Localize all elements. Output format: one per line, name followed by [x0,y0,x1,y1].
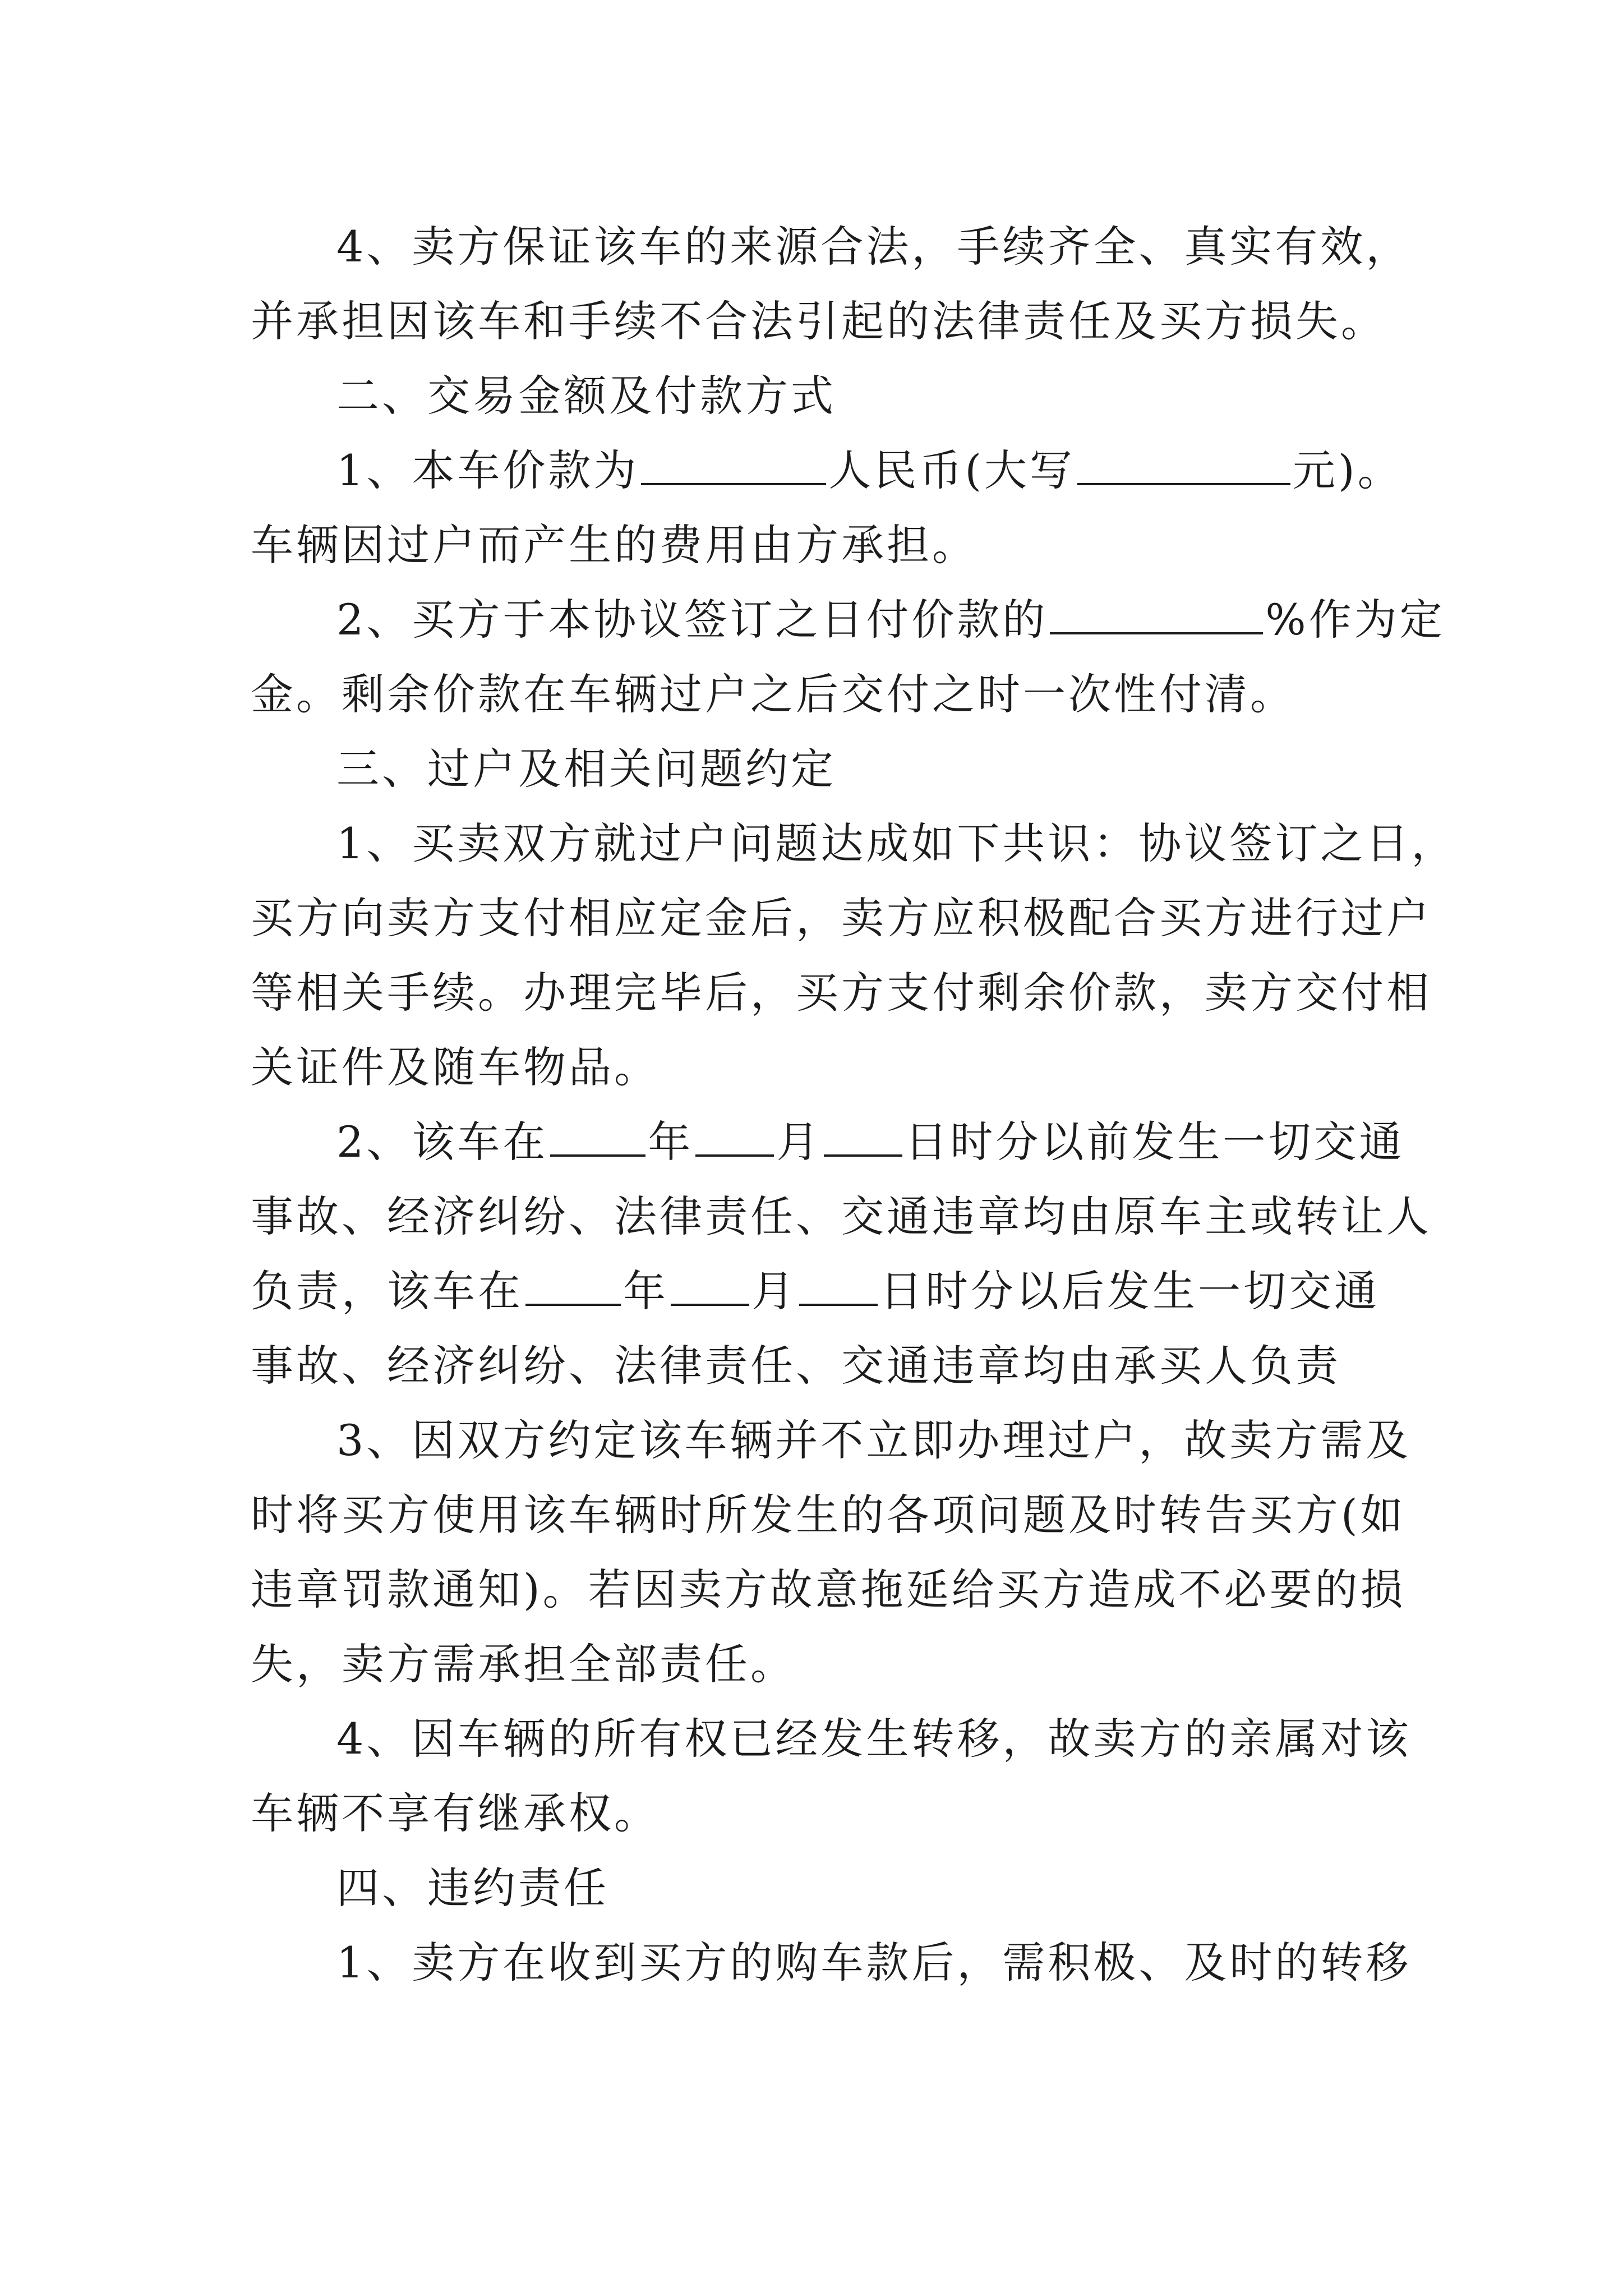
text-line: 违章罚款通知)。若因卖方故意拖延给买方造成不必要的损 [251,1565,1406,1614]
section-heading: 四、违约责任 [336,1863,609,1913]
text-line: 事故、经济纠纷、法律责任、交通违章均由原车主或转让人 [251,1191,1432,1241]
month-blank [695,1119,774,1157]
clause-2-deposit [0,592,1623,648]
clause-1-transfer [0,816,1623,872]
text-segment: 日时分以前发生一切交通 [905,1117,1405,1167]
section-4-heading [0,1860,1623,1916]
text-segment: %作为定 [1265,595,1445,645]
text-segment: 2、买方于本协议签订之日付价款的 [336,595,1048,645]
clause-3-notice-line-4 [0,1636,1623,1692]
text-line: 4、因车辆的所有权已经发生转移，故卖方的亲属对该 [336,1714,1412,1764]
clause-2-liability-line-4 [0,1338,1623,1394]
text-line: 失，卖方需承担全部责任。 [251,1639,796,1689]
text-segment: 人民币(大写 [828,445,1076,495]
text-line: 车辆因过户而产生的费用由方承担。 [251,520,978,570]
clause-1-transfer-line-2 [0,890,1623,946]
price-blank [641,447,826,485]
clause-2-liability-after [0,1263,1623,1319]
text-segment: 1、本车价款为 [336,445,639,495]
text-line: 金。剩余价款在车辆过户之后交付之时一次性付清。 [251,669,1295,719]
percent-blank [1050,596,1263,634]
text-segment: 年 [623,1266,668,1316]
text-line: 买方向卖方支付相应定金后，卖方应积极配合买方进行过户 [251,893,1432,943]
text-line: 并承担因该车和手续不合法引起的法律责任及买方损失。 [251,296,1386,346]
text-segment: 月 [751,1266,797,1316]
year-blank [525,1268,621,1306]
text-segment: 元)。 [1293,445,1403,495]
text-line: 4、卖方保证该车的来源合法，手续齐全、真实有效， [336,222,1412,272]
clause-1-continued [0,517,1623,573]
day-blank [824,1119,902,1157]
text-segment: 月 [776,1117,822,1167]
day-blank [799,1268,878,1306]
text-line: 1、买卖双方就过户问题达成如下共识：协议签订之日， [336,818,1457,868]
clause-2-liability-before [0,1114,1623,1170]
clause-4-ownership-line-2 [0,1786,1623,1842]
clause-1-price [0,443,1623,499]
text-segment: 2、该车在 [336,1117,548,1167]
clause-3-notice-line-2 [0,1487,1623,1543]
clause-1-breach [0,1935,1623,1991]
text-line: 关证件及随车物品。 [251,1042,660,1092]
clause-3-notice-line-3 [0,1562,1623,1618]
clause-4-continued [0,293,1623,349]
clause-2-continued [0,666,1623,723]
section-3-heading [0,741,1623,797]
section-heading: 二、交易金额及付款方式 [336,371,836,421]
section-heading: 三、过户及相关问题约定 [336,744,836,794]
text-line: 事故、经济纠纷、法律责任、交通违章均由承买人负责 [251,1341,1341,1391]
text-line: 车辆不享有继承权。 [251,1788,660,1838]
text-line: 3、因双方约定该车辆并不立即办理过户，故卖方需及 [336,1415,1412,1465]
clause-3-notice [0,1412,1623,1469]
text-segment: 日时分以后发生一切交通 [880,1266,1380,1316]
text-line: 1、卖方在收到买方的购车款后，需积极、及时的转移 [336,1938,1412,1987]
clause-1-transfer-line-4 [0,1039,1623,1096]
section-2-heading [0,368,1623,424]
text-segment: 年 [648,1117,694,1167]
clause-4-seller-guarantee [0,219,1623,275]
clause-2-liability-line-2 [0,1189,1623,1245]
year-blank [550,1119,645,1157]
month-blank [671,1268,749,1306]
text-line: 等相关手续。办理完毕后，买方支付剩余价款，卖方交付相 [251,968,1432,1018]
clause-1-transfer-line-3 [0,965,1623,1021]
uppercase-amount-blank [1077,447,1290,485]
clause-4-ownership [0,1711,1623,1767]
text-segment: 负责，该车在 [251,1266,523,1316]
text-line: 时将买方使用该车辆时所发生的各项问题及时转告买方(如 [251,1490,1406,1540]
